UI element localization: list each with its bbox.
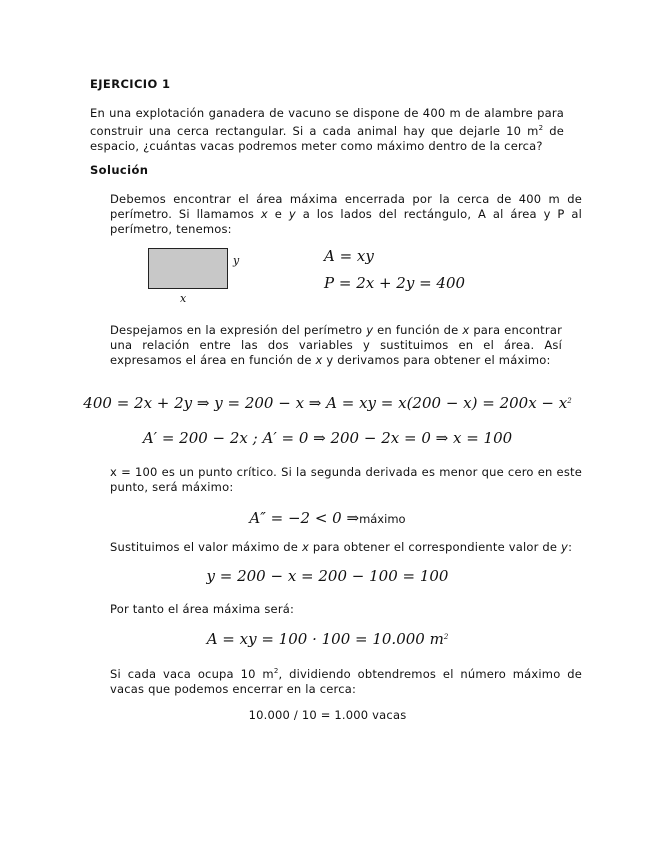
equation-perimeter: P = 2x + 2y = 400 [324,274,466,292]
substitute-paragraph: Sustituimos el valor máximo de x para obtener el correspondiente valor de y: [110,540,573,554]
problem-line-1: En una explotación ganadera de vacuno se dispone de 400 m de alambre para [90,106,564,120]
intro-line-3: perímetro, tenemos: [110,222,232,236]
equation-first-derivative: A′ = 200 − 2x ; A′ = 0 ⇒ 200 − 2x = 0 ⇒ x = 100 [142,429,513,447]
substitution-paragraph [110,323,562,368]
intro-line-2: perímetro. Si llamamos x e y a los lados del rectángulo, A al área y P al [110,207,583,221]
equation-y-value: y = 200 − x = 200 − 100 = 100 [206,567,449,585]
problem-statement [90,106,564,154]
max-area-intro: Por tanto el área máxima será: [110,602,295,616]
rectangle-diagram [148,248,228,289]
para3-line-2: punto, será máximo: [110,480,234,494]
equation-second-derivative: A″ = −2 < 0 ⇒máximo [249,509,406,527]
diagram-label-y: y [233,254,240,267]
problem-line-3: espacio, ¿cuántas vacas podremos meter como máximo dentro de la cerca? [90,139,543,153]
para3-line-1: x = 100 es un punto crítico. Si la segunda derivada es menor que cero en este [110,465,582,479]
cows-paragraph [110,664,582,697]
equation-substitution: 400 = 2x + 2y ⇒ y = 200 − x ⇒ A = xy = $x(200 - x) = 200x - x^2$ [83,394,572,412]
critical-point-paragraph [110,465,582,495]
para2-line-2: una relación entre las dos variables y sustituimos en el área. Así [110,338,562,352]
equation-area: A = xy [324,247,374,265]
problem-line-2: construir una cerca rectangular. Si a cada animal hay que dejarle 10 $m^2$ de [90,124,564,138]
para2-line-1: Despejamos en la expresión del perímetro y en función de x para encontrar [110,323,562,337]
intro-line-1: Debemos encontrar el área máxima encerrada por la cerca de 400 m de [110,192,582,206]
exercise-title: EJERCICIO 1 [90,77,171,91]
solution-heading: Solución [90,163,149,177]
para6-line-1: Si cada vaca ocupa 10 $m^2$, dividiendo obtendremos el número máximo de [110,667,582,681]
intro-paragraph [110,192,582,237]
para2-line-3: expresamos el área en función de x y derivamos para obtener el máximo: [110,353,551,367]
equation-max-area: A = xy = 100 · 100 = 10.000 $m^2$ [206,630,449,648]
para6-line-2: vacas que podemos encerrar en la cerca: [110,682,357,696]
diagram-label-x: x [180,292,187,305]
final-result: 10.000 / 10 = 1.000 vacas [248,708,407,722]
